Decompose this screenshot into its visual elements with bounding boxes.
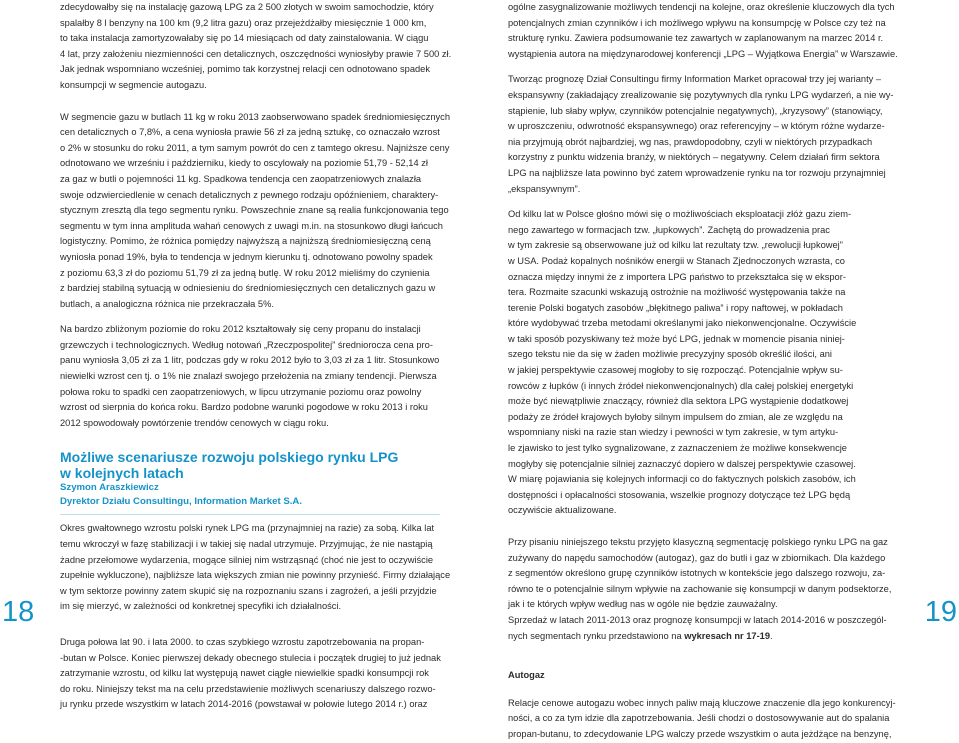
section-title-line-2: w kolejnych latach	[60, 465, 184, 482]
text-line: Sprzedaż w latach 2011-2013 oraz prognozę konsumpcji w latach 2014-2016 w poszczegól-	[508, 614, 887, 625]
left-paragraph-5	[60, 635, 440, 713]
text-line: za gaz w butli o pojemności 11 kg. Spadkowa tendencja cen zaopatrzeniowych znalazła	[60, 173, 422, 184]
text-line: zupełnie wykluczone), najbliższe lata większych zmian nie powinny przynieść. Firmy działające	[60, 570, 451, 581]
left-column	[60, 0, 452, 713]
text-line: równo te o potencjalnie silnym wpływie na zachowanie się konsumpcji w danym podsektorze,	[508, 583, 892, 594]
text-line: oczywiście aktualizowane.	[508, 505, 617, 516]
text-line: Przy pisaniu niniejszego tekstu przyjęto klasyczną segmentację polskiego rynku LPG na gaz	[508, 537, 888, 547]
right-paragraph-4	[508, 535, 898, 644]
text-line: logistyczny. Pomimo, że różnica pomiędzy najwyższą a najniższą średniomiesięczną ceną	[60, 236, 431, 247]
text-line: z segmentów określono grupę czynników istotnych w kontekście jego dalszego rozwoju, za-	[508, 568, 886, 579]
text-line: odnotowano we wrześniu i październiku, kiedy to oscylowały na poziomie 51,79 - 52,14 zł	[60, 158, 428, 169]
text-line: zatrzymanie wzrostu, od kilku lat występują nawet ciągłe niewielkie spadki konsumpcji rok	[60, 668, 429, 679]
text-line: ogólne zasygnalizowanie możliwych tendencji na kolejne, oraz określenie kluczowych dla tych	[508, 2, 895, 12]
text-line: Relacje cenowe autogazu wobec innych paliw mają kluczowe znaczenie dla jego konkurencyj-	[508, 697, 896, 708]
chart-reference: wykresach nr 17-19	[684, 630, 771, 641]
right-paragraph-5	[508, 696, 898, 743]
right-paragraph-1	[508, 0, 898, 62]
text-line: wystąpienia autora na międzynarodowej konferencji „LPG – Wyjątkowa Energia” w Warszawie.	[508, 48, 898, 59]
text-line: Od kilku lat w Polsce głośno mówi się o możliwościach eksploatacji złóż gazu ziem-	[508, 209, 852, 220]
author-role: Dyrektor Działu Consultingu, Information Market S.A.	[60, 496, 302, 508]
text-line: ekspansywny (zakładający zrealizowanie się pozytywnych dla rynku LPG wydarzeń, a nie wy-	[508, 89, 894, 100]
chart-reference-prefix: nych segmentach rynku przedstawiono na	[508, 630, 685, 641]
author-name: Szymon Araszkiewicz	[60, 482, 159, 494]
text-line: im się mierzyć, w zależności od konkretnej specyfiki ich działalności.	[60, 601, 342, 612]
text-line: nia przyjmują obrót najbardziej, wg nas, prawdopodobny, czyli w niektórych przypadkach	[508, 136, 873, 147]
text-line: terenie Polski bogatych zasobów „błękitnego paliwa” i ropy naftowej, w pokładach	[508, 302, 843, 313]
text-line: grzewczych i technologicznych. Według notowań „Rzeczpospolitej” średniorocza cena pro-	[60, 339, 433, 350]
section-title-line-1: Możliwe scenariusze rozwoju polskiego rynku LPG	[60, 449, 399, 466]
text-line: jak i te których wpływ według nas w ogóle nie będzie zauważalny.	[508, 599, 778, 610]
text-line: do roku. Niniejszy tekst ma na celu przedstawienie możliwych scenariuszy dalszego rozwo-	[60, 683, 436, 694]
text-line: Druga połowa lat 90. i lata 2000. to czas szybkiego wzrostu zapotrzebowania na propan-	[60, 637, 425, 647]
left-paragraph-3	[60, 322, 440, 431]
text-line: żadne przełomowe wydarzenia, mogące silniej nim wstrząsnąć (choć nie jest to oczywiście	[60, 554, 434, 565]
right-paragraph-3	[508, 207, 898, 519]
text-line: podaży ze źródeł krajowych byłoby silnym impulsem do zmian, ale ze względu na	[508, 411, 843, 422]
text-line: w tym sektorze powinny zatem skupić się na rozpoznaniu szans i zagrożeń, a jeśli przyjdzie	[60, 585, 437, 596]
text-line: w uproszczeniu, odwrotność ekspansywnego) oraz referencyjny – w którym różne wydarze-	[508, 121, 885, 132]
text-line: to taka instalacja zamortyzowałaby się po 14 miesiącach od daty zainstalowania. W ciągu	[60, 33, 429, 44]
text-line: tera. Rozmaite szacunki wskazują ostrożnie na możliwość występowania także na	[508, 287, 846, 298]
text-line: w USA. Podaż kopalnych nośników energii w Stanach Zjednoczonych wzrasta, co	[508, 255, 845, 266]
text-line: cen detalicznych o 7,8%, a cena wyniosła prawie 56 zł za jedną sztukę, co oznaczało wzrost	[60, 127, 440, 138]
text-line: o 2% w stosunku do roku 2011, a tym samym powrót do cen z tamtego okresu. Najniższe ceny	[60, 142, 450, 153]
text-line: zdecydowałby się na instalację gazową LPG za 2 500 złotych w swoim samochodzie, który	[60, 2, 434, 12]
text-line: połowa roku to spadki cen zaopatrzeniowych, w lipcu utrzymanie poziomu oraz powolny	[60, 386, 422, 397]
text-line: stycznym zresztą dla tego segmentu rynku. Powszechnie znane są realia funkcjonowania tego	[60, 205, 449, 216]
text-line: w jakiej perspektywie czasowej mogłoby to się rozpocząć. Potencjalnie wpływ su-	[508, 365, 843, 376]
text-line: potencjalnych zmian czynników i ich możliwego wpływu na konsumpcję w Polsce czy też na	[508, 17, 886, 28]
text-line: Tworząc prognozę Dział Consultingu firmy Information Market opracował trzy jej warianty –	[508, 74, 882, 85]
section-heading	[60, 449, 440, 509]
text-line: z poziomu 63,3 zł do poziomu 51,79 zł za jedną butlę. W roku 2012 mieliśmy do czynienia	[60, 267, 430, 278]
text-line: z bardziej stabilną sytuacją w odniesieniu do średniomiesięcznych cen detalicznych gazu w	[60, 283, 436, 294]
text-line: dostępności i opłacalności stosowania, wszelkie prognozy dotyczące też LPG będą	[508, 489, 851, 500]
text-line: W segmencie gazu w butlach 11 kg w roku 2013 zaobserwowano spadek średniomiesięcznych	[60, 111, 450, 122]
text-line: nego zawartego w formacjach tzw. „łupkowych”. Zachętą do prowadzenia prac	[508, 224, 830, 235]
text-line: ju rynku przede wszystkim w latach 2014-2016 (powstawał w połowie lutego 2014 r.) oraz	[60, 699, 428, 710]
right-paragraph-2	[508, 72, 898, 197]
page-number-left: 18	[2, 596, 35, 628]
text-line: temu wkroczył w fazę stabilizacji i w takiej się nadal utrzymuje. Przyjmując, że nie nastąpią	[60, 539, 433, 550]
text-line: w taki sposób pozyskiwany też może być LPG, jednak w momencie pisania niniej-	[508, 333, 845, 344]
text-line: Jak jednak wspomniano wcześniej, pomimo tak korzystnej relacji cen odnotowano spadek	[60, 64, 431, 75]
text-line: 4 lat, przy założeniu niezmienności cen detalicznych, oszczędności wyniosłyby prawie 7 500 zł.	[60, 48, 452, 59]
text-line: ności, a co za tym idzie dla zapotrzebowania. Jeśli chodzi o dostosowywanie aut do spalania	[508, 713, 890, 724]
text-line: wzrost od sierpnia do końca roku. Bardzo podobne warunki pogodowe w roku 2013 i roku	[60, 402, 428, 413]
text-line: propan-butanu, to zdecydowanie LPG walczy przede wszystkim o auta jeżdżące na benzynę,	[508, 728, 892, 739]
text-line: stąpienie, lub słaby wpływ, czynników potencjalnie negatywnych), „kryzysowy” (stanowiący,	[508, 105, 883, 116]
section-divider	[60, 514, 440, 515]
text-line: wyniosła ponad 19%, była to tendencja w jednym kierunku tj. odnotowano powolny spadek	[60, 251, 433, 262]
right-column	[508, 0, 898, 743]
text-line: „ekspansywnym”.	[508, 183, 581, 194]
text-line: mogłyby się potencjalnie silniej zaznaczyć dopiero w dalszej perspektywie czasowej.	[508, 458, 856, 469]
chart-reference-suffix: .	[770, 630, 773, 641]
text-line: niewielki wzrost cen tj. o 1% nie znalazł swojego przełożenia na zmiany tendencji. Pierwsza	[60, 371, 437, 382]
text-line: W miarę pojawiania się kolejnych informacji co do faktycznych polskich zasobów, ich	[508, 474, 856, 485]
text-line: strukturę rynku. Zawiera podsumowanie tez zawartych w zaplanowanym na marzec 2014 r.	[508, 33, 884, 44]
page-number-right: 19	[924, 596, 957, 628]
text-line: Na bardzo zbliżonym poziomie do roku 2012 kształtowały się ceny propanu do instalacji	[60, 324, 421, 335]
text-line: może być niewątpliwie znaczący, również dla sektora LPG wystąpienie dodatkowej	[508, 396, 849, 407]
text-line: szego tekstu nie da się w żaden możliwie precyzyjny sposób określić ilości, ani	[508, 349, 832, 360]
text-line: le zjawisko to jest tylko sygnalizowane, z zaznaczeniem że możliwe konsekwencje	[508, 443, 847, 454]
text-line: 2012 spowodowały powtórzenie trendów cenowych w ciągu roku.	[60, 417, 329, 428]
text-line: które wydobywać trzeba metodami określanymi jako niekonwencjonalne. Oczywiście	[508, 318, 857, 329]
text-line: rowców z łupków (i innych źródeł niekonwencjonalnych) dla całej polskiej energetyki	[508, 380, 854, 391]
text-line: oznacza między innymi że z importera LPG państwo to przekształca się w ekspor-	[508, 271, 846, 282]
text-line: wspomniany niski na razie stan wiedzy i pewności w tym zakresie, w tym artyku-	[508, 427, 839, 438]
text-line: panu wyniosła 3,05 zł za 1 litr, podczas gdy w roku 2012 było to 3,03 zł za 1 litr. Stosunkowo	[60, 355, 440, 366]
left-paragraph-2	[60, 110, 450, 313]
left-paragraph-1	[60, 0, 452, 94]
text-line: korzystny z punktu widzenia branży, w niektórych – negatywny. Celem działań firm sektora	[508, 152, 880, 163]
text-line: konsumpcji w segmencie autogazu.	[60, 79, 207, 90]
text-line: segmentu w tym inna amplituda wahań cenowych z uwagi m.in. na stosunkowo długi łańcuch	[60, 220, 443, 231]
text-line: -butan w Polsce. Koniec pierwszej dekady obecnego stulecia i początek drugiej to już jednak	[60, 652, 441, 663]
text-line: zużywany do napędu samochodów (autogaz), gaz do butli i gaz w zbiornikach. Dla każdego	[508, 552, 886, 563]
text-line: Okres gwałtownego wzrostu polski rynek LPG ma (przynajmniej na razie) za sobą. Kilka lat	[60, 523, 435, 534]
right-paragraph-4-last-line	[508, 629, 898, 645]
text-line: spalałby 8 l benzyny na 100 km (9,2 litra gazu) oraz przejeżdżałby miesięcznie 1 000 km,	[60, 17, 427, 28]
text-line: LPG na najbliższe lata powinno być zatem wprowadzenie rynku na tor rozwoju przynajmniej	[508, 167, 886, 178]
right-paragraph-4-lines	[508, 535, 898, 629]
text-line: butlach, a analogiczna różnica nie przekraczała 5%.	[60, 298, 274, 309]
left-paragraph-4	[60, 521, 451, 615]
text-line: w tym zakresie są obserwowane już od kilku lat rezultaty tzw. „rewolucji łupkowej”	[508, 240, 843, 251]
subheading-autogaz: Autogaz	[508, 670, 545, 681]
text-line: swoje odzwierciedlenie w cenach detalicznych z pewnego rodzaju opóźnieniem, charaktery-	[60, 189, 439, 200]
